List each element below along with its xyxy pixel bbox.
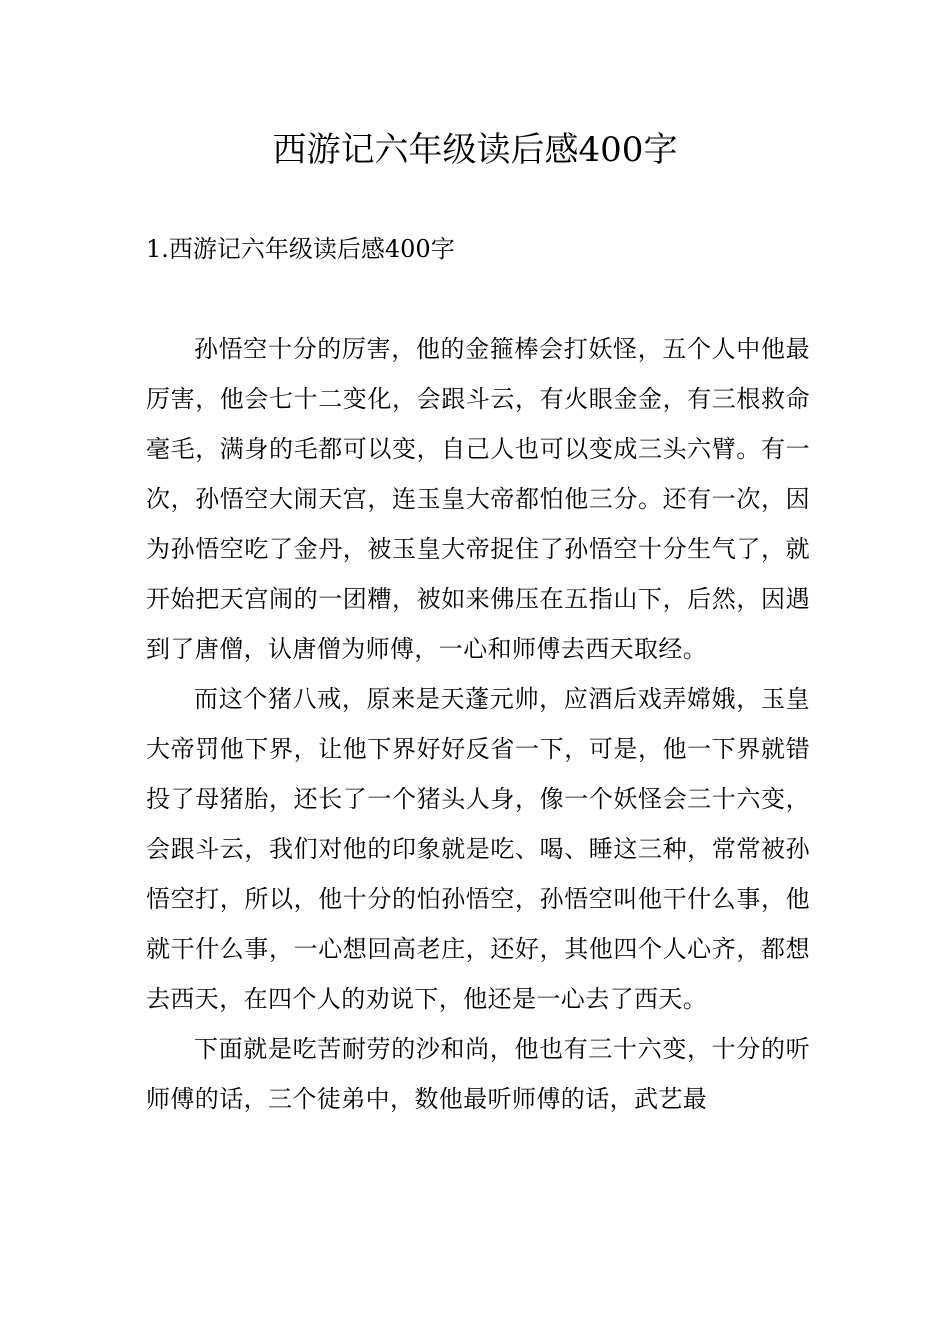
section-heading: 1.西游记六年级读后感400字 xyxy=(146,235,455,263)
paragraph-sun-wukong: 孙悟空十分的厉害，他的金箍棒会打妖怪，五个人中他最厉害，他会七十二变化，会跟斗云，有火眼金金，有三根救命毫毛，满身的毛都可以变，自己人也可以变成三头六臂。有一次，孙悟空大闹天宫，连玉皇大帝都怕他三分。还有一次，因为孙悟空吃了金丹，被玉皇大帝捉住了孙悟空十分生气了，就开始把天宫闹的一团糟，被如来佛压在五指山下，后然，因遇到了唐僧，认唐僧为师傅，一心和师傅去西天取经。 xyxy=(146,335,810,663)
paragraph-sha-heshang: 下面就是吃苦耐劳的沙和尚，他也有三十六变，十分的听师傅的话，三个徒弟中，数他最听师傅的话，武艺最 xyxy=(146,1035,810,1113)
paragraph-zhu-bajie: 而这个猪八戒，原来是天蓬元帅，应酒后戏弄嫦娥，玉皇大帝罚他下界，让他下界好好反省一下，可是，他一下界就错投了母猪胎，还长了一个猪头人身，像一个妖怪会三十六变，会跟斗云，我们对他的印象就是吃、喝、睡这三种，常常被孙悟空打，所以，他十分的怕孙悟空，孙悟空叫他干什么事，他就干什么事，一心想回高老庄，还好，其他四个人心齐，都想去西天，在四个人的劝说下，他还是一心去了西天。 xyxy=(146,685,810,1013)
document-body xyxy=(146,324,810,1124)
document-title: 西游记六年级读后感400字 xyxy=(272,130,678,170)
